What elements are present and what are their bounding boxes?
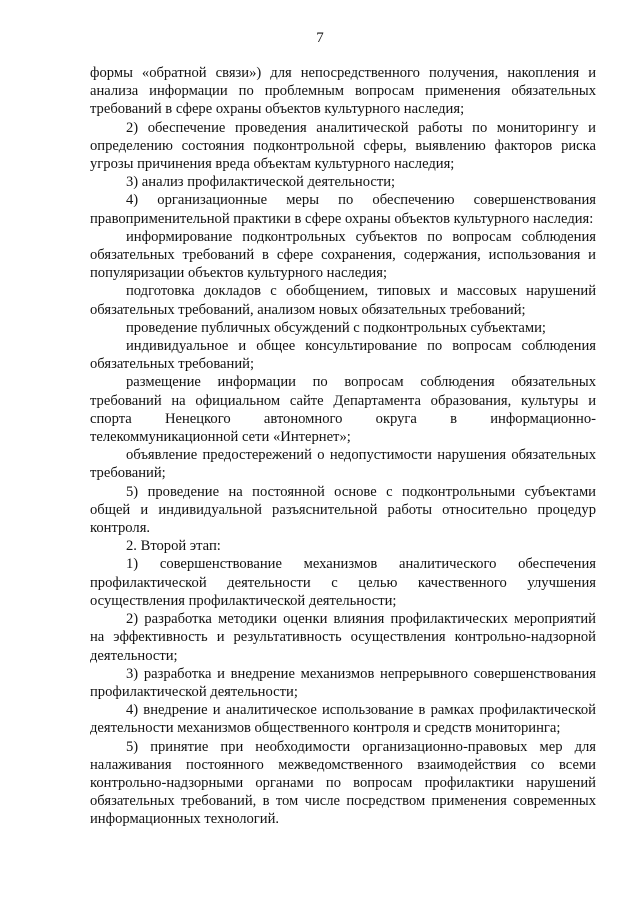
paragraph: проведение публичных обсуждений с подконтрольных субъектами; xyxy=(126,319,546,336)
paragraph: 2. Второй этап: xyxy=(126,538,221,555)
paragraph: 4) организационные меры по обеспечению совершенствования правоприменительной практики в сфере охраны объектов культурного наследия: xyxy=(90,192,596,227)
paragraph: 3) разработка и внедрение механизмов непрерывного совершенствования профилактической деятельности; xyxy=(90,665,596,700)
paragraph: 1) совершенствование механизмов аналитического обеспечения профилактической деятельности с целью качественного улучшения осуществления профилактической деятельности; xyxy=(90,556,596,609)
paragraph: 2) обеспечение проведения аналитической работы по мониторингу и определению состояния подконтрольной сферы, выявлению факторов риска угрозы причинения вреда объектам культурного наследия; xyxy=(90,119,596,173)
paragraph: 2) разработка методики оценки влияния профилактических мероприятий на эффективность и результативность осуществления контрольно-надзорной деятельности; xyxy=(90,611,596,664)
document-body xyxy=(90,64,596,829)
paragraph: 4) внедрение и аналитическое использование в рамках профилактической деятельности механизмов общественного контроля и средств мониторинга; xyxy=(90,702,596,737)
paragraph: размещение информации по вопросам соблюдения обязательных требований на официальном сайте Департамента образования, культуры и спорта Ненецкого автономного округа в информационно-телекоммуникационной сети «Интернет»; xyxy=(90,374,596,446)
paragraph: 5) принятие при необходимости организационно-правовых мер для налаживания постоянного межведомственного взаимодействия со всеми контрольно-надзорными органами по вопросам профилактики нарушений обязательных требований, в том числе посредством применения современных информационных технологий. xyxy=(90,738,596,828)
paragraph: формы «обратной связи») для непосредственного получения, накопления и анализа информации по проблемным вопросам применения обязательных требований в сфере охраны объектов культурного наследия; xyxy=(90,65,596,118)
paragraph: информирование подконтрольных субъектов по вопросам соблюдения обязательных требований в сфере сохранения, содержания, использования и популяризации объектов культурного наследия; xyxy=(90,228,596,282)
paragraph: объявление предостережений о недопустимости нарушения обязательных требований; xyxy=(90,447,596,482)
paragraph: 5) проведение на постоянной основе с подконтрольными субъектами общей и индивидуальной разъяснительной работы относительно процедур контроля. xyxy=(90,483,596,537)
paragraph: 3) анализ профилактической деятельности; xyxy=(126,174,396,191)
paragraph: подготовка докладов с обобщением, типовых и массовых нарушений обязательных требований, анализом новых обязательных требований; xyxy=(90,283,596,318)
page-number: 7 xyxy=(316,30,324,46)
paragraph: индивидуальное и общее консультирование по вопросам соблюдения обязательных требований; xyxy=(90,338,596,373)
